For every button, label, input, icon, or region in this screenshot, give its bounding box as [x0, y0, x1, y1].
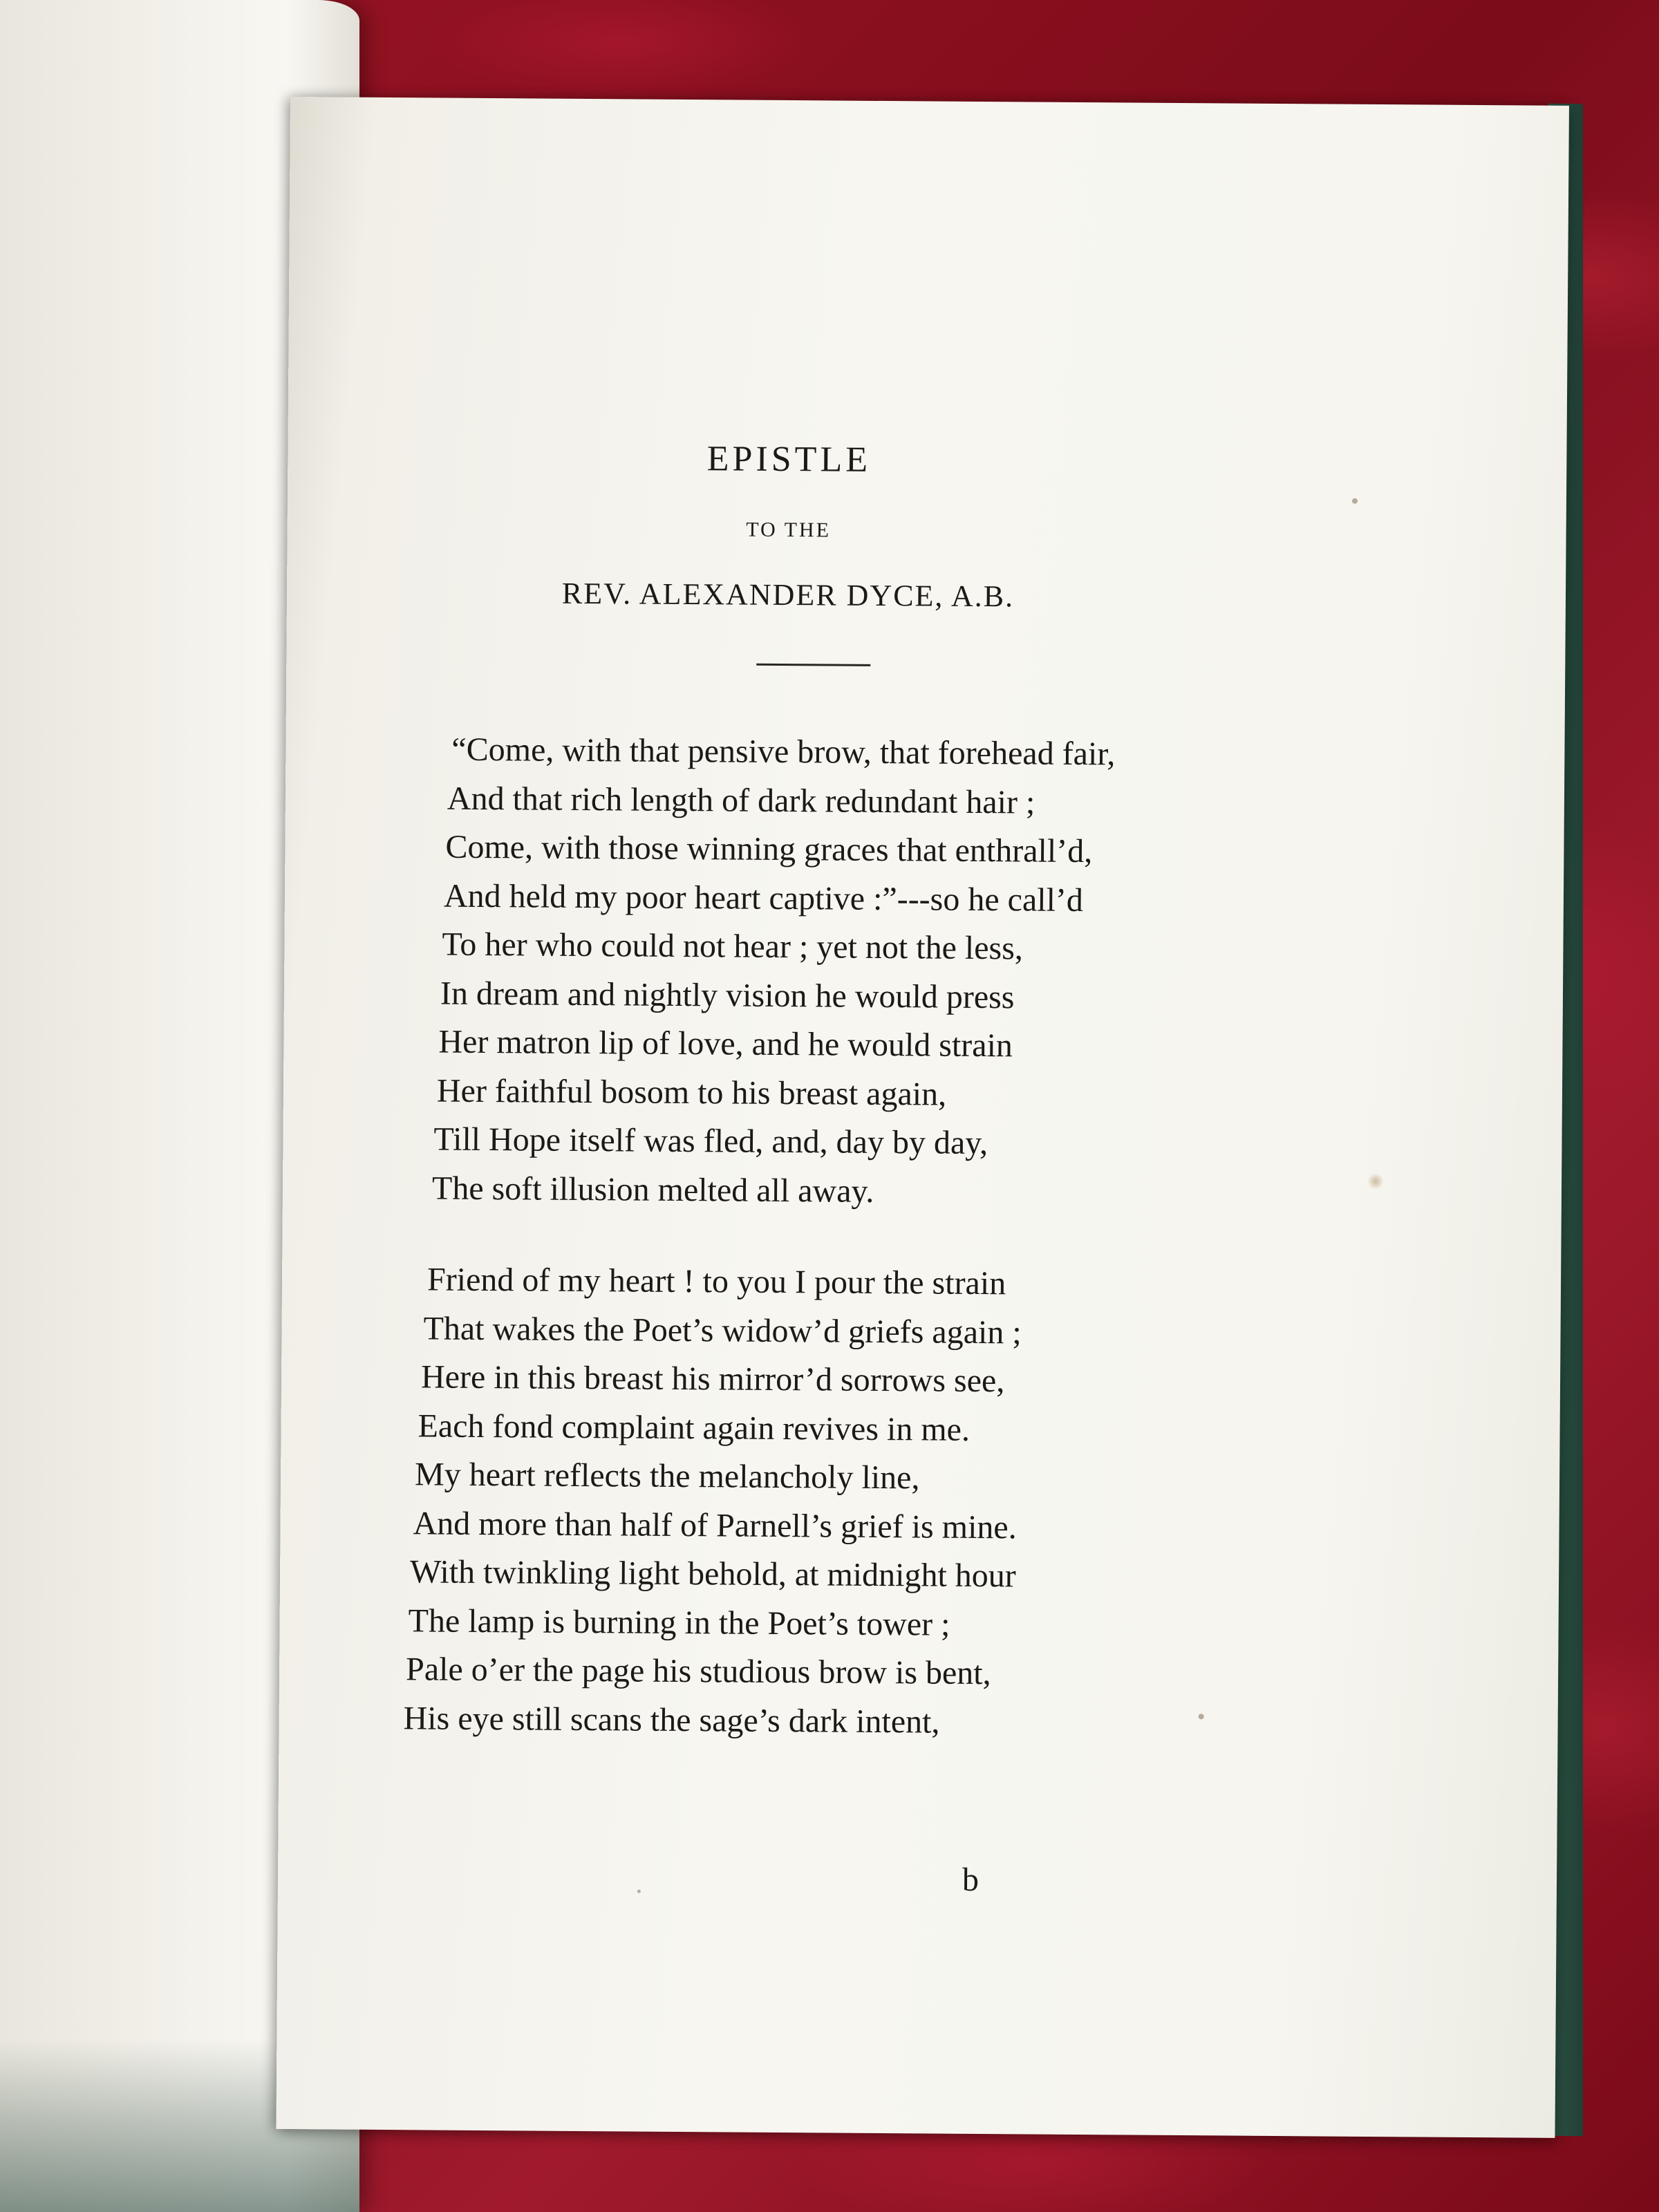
signature-mark: b [962, 1861, 980, 1899]
paper-speck [1199, 1714, 1204, 1719]
verse-line: The soft illusion melted all away. [431, 1169, 874, 1210]
verse-line: And that rich length of dark redundant hair ; [447, 780, 1035, 821]
paper-stain [1368, 1172, 1383, 1190]
verse-line: His eye still scans the sage’s dark intent, [403, 1699, 940, 1741]
page-title: EPISTLE [706, 439, 872, 480]
verse-line: And more than half of Parnell’s grief is mine. [413, 1504, 1017, 1546]
verse-line: And held my poor heart captive :”---so he call’d [443, 877, 1084, 919]
verse-line: Come, with those winning graces that enthrall’d, [445, 828, 1093, 870]
verse-line: That wakes the Poet’s widow’d griefs again ; [423, 1309, 1022, 1351]
dedicatee-heading: REV. ALEXANDER DYCE, A.B. [561, 576, 1015, 614]
verse-line: My heart reflects the melancholy line, [414, 1456, 920, 1497]
book-page [276, 97, 1568, 2138]
verse-line: The lamp is burning in the Poet’s tower ; [408, 1602, 950, 1643]
verse-line: Her faithful bosom to his breast again, [436, 1072, 947, 1113]
verse-line: Her matron lip of love, and he would strain [438, 1023, 1013, 1065]
verse-line: With twinkling light behold, at midnight hour [409, 1553, 1016, 1595]
verse-line: Here in this breast his mirror’d sorrows see, [420, 1358, 1005, 1400]
page-subtitle: TO THE [746, 518, 832, 542]
verse-line: To her who could not hear ; yet not the less, [442, 926, 1024, 967]
paper-speck [1352, 498, 1358, 504]
verse-line: Friend of my heart ! to you I pour the strain [427, 1261, 1006, 1302]
paper-speck [637, 1890, 641, 1893]
verse-line: Pale o’er the page his studious brow is bent, [405, 1651, 991, 1692]
title-rule [756, 664, 870, 666]
stanza-1 [428, 725, 1116, 1217]
stanza-2 [403, 1255, 1022, 1747]
verse-line: In dream and nightly vision he would press [440, 975, 1015, 1015]
page-content [276, 97, 1568, 2138]
verse-line: “Come, with that pensive brow, that forehead fair, [451, 731, 1116, 773]
verse-line: Till Hope itself was fled, and, day by day, [433, 1121, 988, 1162]
verse-line: Each fond complaint again revives in me. [418, 1407, 971, 1448]
